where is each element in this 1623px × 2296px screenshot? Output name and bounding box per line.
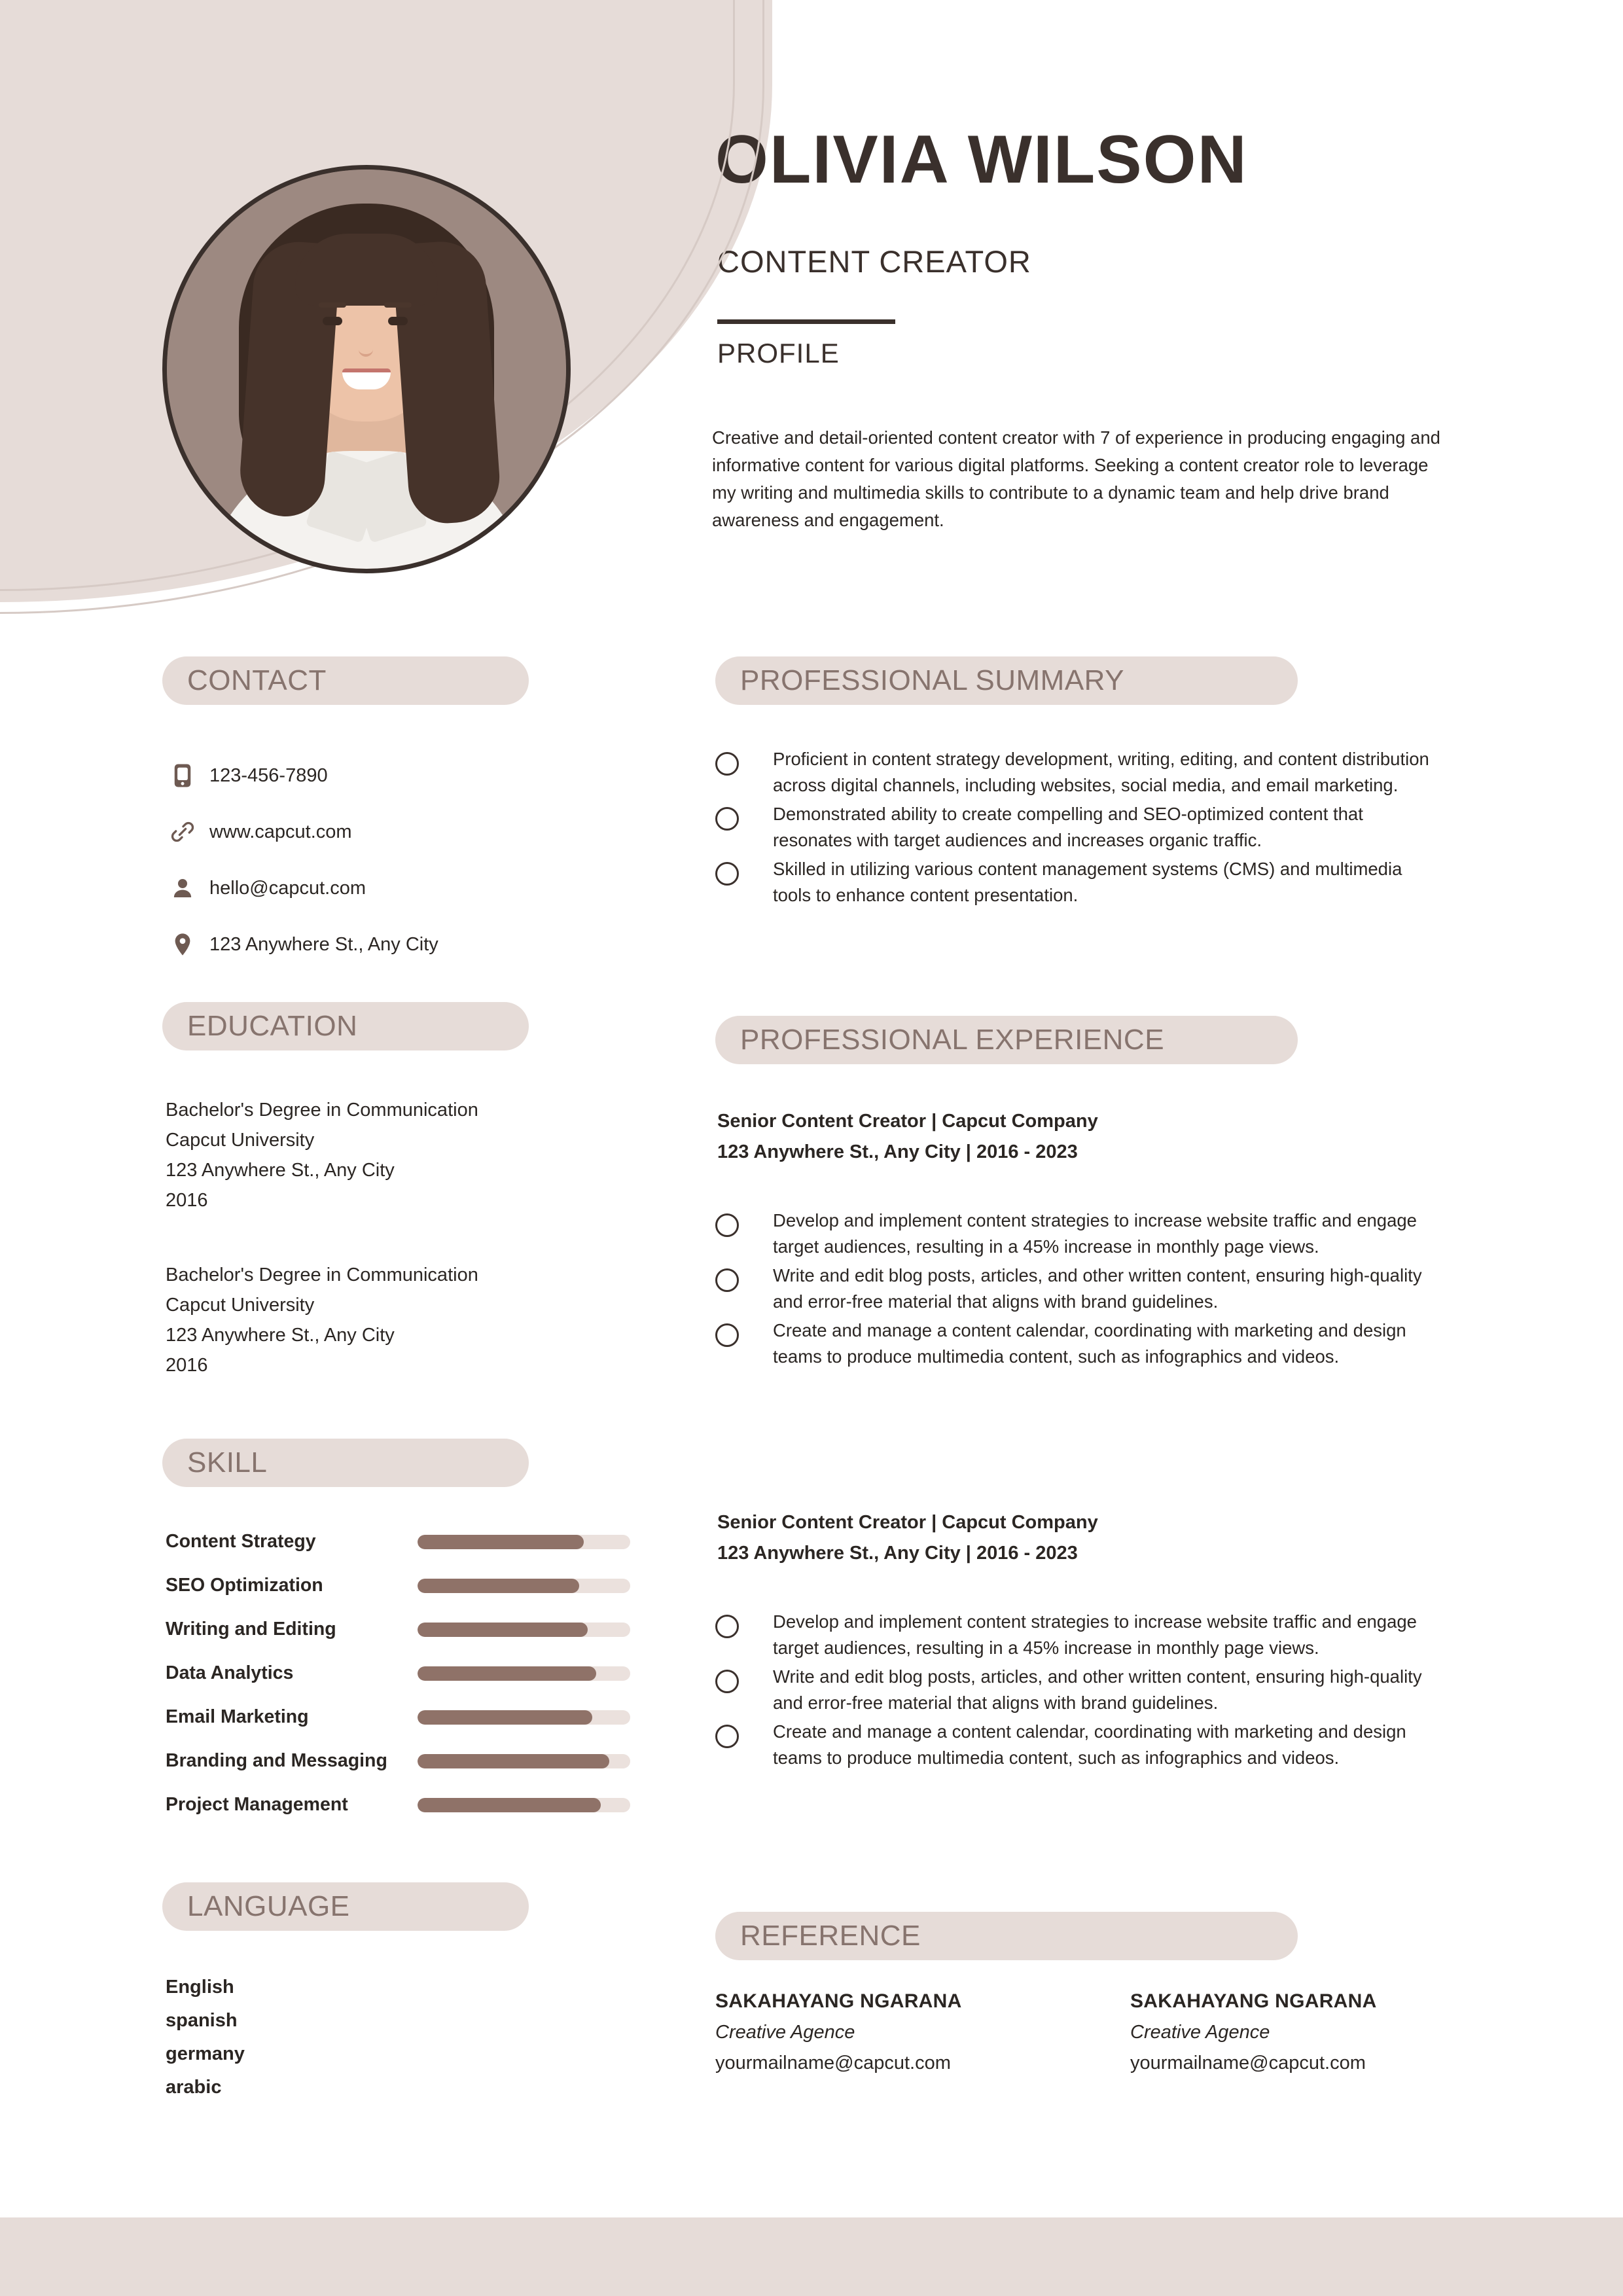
- reference-email: yourmailname@capcut.com: [1130, 2053, 1366, 2073]
- skill-label: Content Strategy: [166, 1531, 316, 1552]
- skill-label: Data Analytics: [166, 1662, 294, 1683]
- language-list: [166, 1971, 245, 2104]
- experience-bullet-list: [715, 1208, 1442, 1372]
- avatar: [162, 165, 571, 573]
- section-header-contact: [162, 656, 529, 705]
- education-address: 123 Anywhere St., Any City: [166, 1325, 395, 1346]
- circle-bullet-icon: [715, 752, 739, 776]
- section-header-experience-label: PROFESSIONAL EXPERIENCE: [740, 1024, 1165, 1056]
- language-item: germany: [166, 2043, 245, 2064]
- footer-band: [0, 2217, 1623, 2296]
- experience-bullet-text: Develop and implement content strategies to increase website traffic and engage target audiences, resulting in a 45% increase in monthly page views.: [773, 1210, 1417, 1257]
- skill-list: [166, 1520, 630, 1827]
- job-title: CONTENT CREATOR: [717, 244, 1031, 279]
- list-item: [715, 746, 1442, 798]
- language-item: spanish: [166, 2010, 238, 2031]
- skill-bar-fill: [418, 1579, 579, 1593]
- link-icon: [162, 817, 203, 846]
- list-item: [715, 1719, 1442, 1771]
- section-header-experience: [715, 1016, 1298, 1064]
- skill-bar-track: [418, 1710, 630, 1725]
- profile-heading: PROFILE: [717, 338, 840, 368]
- reference-email: yourmailname@capcut.com: [715, 2053, 951, 2073]
- summary-bullet-text: Skilled in utilizing various content management systems (CMS) and multimedia tools to enhance content presentation.: [773, 859, 1402, 905]
- section-header-skill: [162, 1439, 529, 1487]
- list-item: [715, 1318, 1442, 1370]
- page-title: OLIVIA WILSON: [715, 122, 1248, 198]
- skill-bar-track: [418, 1666, 630, 1681]
- section-header-summary: [715, 656, 1298, 705]
- contact-address-value: 123 Anywhere St., Any City: [209, 933, 438, 955]
- reference-entry: [1130, 1990, 1549, 2074]
- circle-bullet-icon: [715, 807, 739, 831]
- contact-phone-value: 123-456-7890: [209, 764, 328, 786]
- education-degree: Bachelor's Degree in Communication: [166, 1100, 478, 1121]
- experience-bullet-text: Write and edit blog posts, articles, and other written content, ensuring high-quality and error-free material that aligns with brand guidelines.: [773, 1666, 1422, 1713]
- list-item: [715, 801, 1442, 853]
- circle-bullet-icon: [715, 1725, 739, 1748]
- language-item: English: [166, 1977, 234, 1998]
- reference-entry: [715, 1990, 1134, 2074]
- experience-meta: 123 Anywhere St., Any City | 2016 - 2023: [717, 1141, 1078, 1162]
- profile-paragraph: Creative and detail-oriented content creator with 7 of experience in producing engaging and informative content for various digital platforms. Seeking a content creator role to leverage my writing and multimedia skills to contribute to a dynamic team and help drive brand awareness and engagement.: [712, 427, 1440, 530]
- avatar-image: [167, 170, 566, 569]
- experience-bullet-list: [715, 1609, 1442, 1774]
- skill-label: Project Management: [166, 1794, 348, 1815]
- skill-item: [166, 1739, 630, 1783]
- language-item: arabic: [166, 2077, 222, 2098]
- skill-item: [166, 1695, 630, 1739]
- contact-email-value: hello@capcut.com: [209, 877, 366, 899]
- section-header-language: [162, 1882, 529, 1931]
- reference-name: SAKAHAYANG NGARANA: [715, 1990, 962, 2012]
- contact-website-value: www.capcut.com: [209, 821, 352, 842]
- section-header-skill-label: SKILL: [187, 1446, 268, 1479]
- section-header-reference-label: REFERENCE: [740, 1920, 921, 1952]
- skill-bar-track: [418, 1579, 630, 1593]
- education-year: 2016: [166, 1190, 208, 1211]
- experience-title: Senior Content Creator | Capcut Company: [717, 1512, 1098, 1533]
- skill-item: [166, 1651, 630, 1695]
- education-entry: [166, 1260, 624, 1380]
- skill-item: [166, 1564, 630, 1607]
- education-entry: [166, 1095, 624, 1215]
- education-year: 2016: [166, 1355, 208, 1376]
- skill-label: Writing and Editing: [166, 1619, 336, 1640]
- circle-bullet-icon: [715, 862, 739, 886]
- skill-bar-track: [418, 1754, 630, 1768]
- education-address: 123 Anywhere St., Any City: [166, 1160, 395, 1181]
- list-item: [715, 1263, 1442, 1315]
- skill-label: Email Marketing: [166, 1706, 309, 1727]
- section-header-language-label: LANGUAGE: [187, 1890, 350, 1922]
- reference-role: Creative Agence: [715, 2022, 855, 2043]
- skill-label: SEO Optimization: [166, 1575, 323, 1596]
- contact-item-phone: [162, 747, 633, 804]
- reference-role: Creative Agence: [1130, 2022, 1270, 2043]
- list-item: [715, 1609, 1442, 1661]
- education-school: Capcut University: [166, 1295, 315, 1316]
- circle-bullet-icon: [715, 1323, 739, 1347]
- education-school: Capcut University: [166, 1130, 315, 1151]
- list-item: [715, 1208, 1442, 1260]
- skill-bar-fill: [418, 1798, 601, 1812]
- experience-bullet-text: Develop and implement content strategies to increase website traffic and engage target audiences, resulting in a 45% increase in monthly page views.: [773, 1611, 1417, 1658]
- skill-bar-fill: [418, 1535, 584, 1549]
- skill-bar-track: [418, 1798, 630, 1812]
- experience-bullet-text: Write and edit blog posts, articles, and other written content, ensuring high-quality and error-free material that aligns with brand guidelines.: [773, 1265, 1422, 1312]
- circle-bullet-icon: [715, 1268, 739, 1292]
- section-header-education-label: EDUCATION: [187, 1010, 358, 1042]
- skill-bar-fill: [418, 1666, 596, 1681]
- skill-bar-fill: [418, 1623, 588, 1637]
- summary-bullet-text: Proficient in content strategy development, writing, editing, and content distribution across digital channels, including websites, social media, and email marketing.: [773, 749, 1429, 795]
- section-header-summary-label: PROFESSIONAL SUMMARY: [740, 664, 1125, 696]
- skill-bar-fill: [418, 1754, 609, 1768]
- summary-bullet-list: [715, 746, 1442, 911]
- contact-item-address: [162, 916, 633, 973]
- list-item: [715, 856, 1442, 908]
- circle-bullet-icon: [715, 1213, 739, 1237]
- experience-bullet-text: Create and manage a content calendar, coordinating with marketing and design teams to produce multimedia content, such as infographics and videos.: [773, 1721, 1406, 1768]
- section-header-contact-label: CONTACT: [187, 664, 327, 696]
- experience-entry-header: [717, 1106, 1450, 1168]
- contact-item-website: [162, 804, 633, 860]
- experience-title: Senior Content Creator | Capcut Company: [717, 1111, 1098, 1132]
- section-header-reference: [715, 1912, 1298, 1960]
- experience-bullet-text: Create and manage a content calendar, coordinating with marketing and design teams to produce multimedia content, such as infographics and videos.: [773, 1320, 1406, 1367]
- list-item: [715, 1664, 1442, 1716]
- skill-bar-track: [418, 1535, 630, 1549]
- contact-item-email: [162, 860, 633, 916]
- experience-entry-header: [717, 1507, 1450, 1569]
- skill-label: Branding and Messaging: [166, 1750, 387, 1771]
- contact-list: [162, 747, 633, 973]
- experience-meta: 123 Anywhere St., Any City | 2016 - 2023: [717, 1543, 1078, 1564]
- skill-item: [166, 1607, 630, 1651]
- location-pin-icon: [162, 931, 203, 958]
- skill-item: [166, 1520, 630, 1564]
- circle-bullet-icon: [715, 1670, 739, 1693]
- education-degree: Bachelor's Degree in Communication: [166, 1265, 478, 1285]
- summary-bullet-text: Demonstrated ability to create compelling and SEO-optimized content that resonates with target audiences and increases organic traffic.: [773, 804, 1363, 850]
- skill-bar-track: [418, 1623, 630, 1637]
- phone-icon: [162, 762, 203, 789]
- reference-name: SAKAHAYANG NGARANA: [1130, 1990, 1377, 2012]
- profile-divider: [717, 319, 895, 324]
- person-icon: [162, 874, 203, 902]
- circle-bullet-icon: [715, 1615, 739, 1638]
- skill-bar-fill: [418, 1710, 592, 1725]
- section-header-education: [162, 1002, 529, 1050]
- skill-item: [166, 1783, 630, 1827]
